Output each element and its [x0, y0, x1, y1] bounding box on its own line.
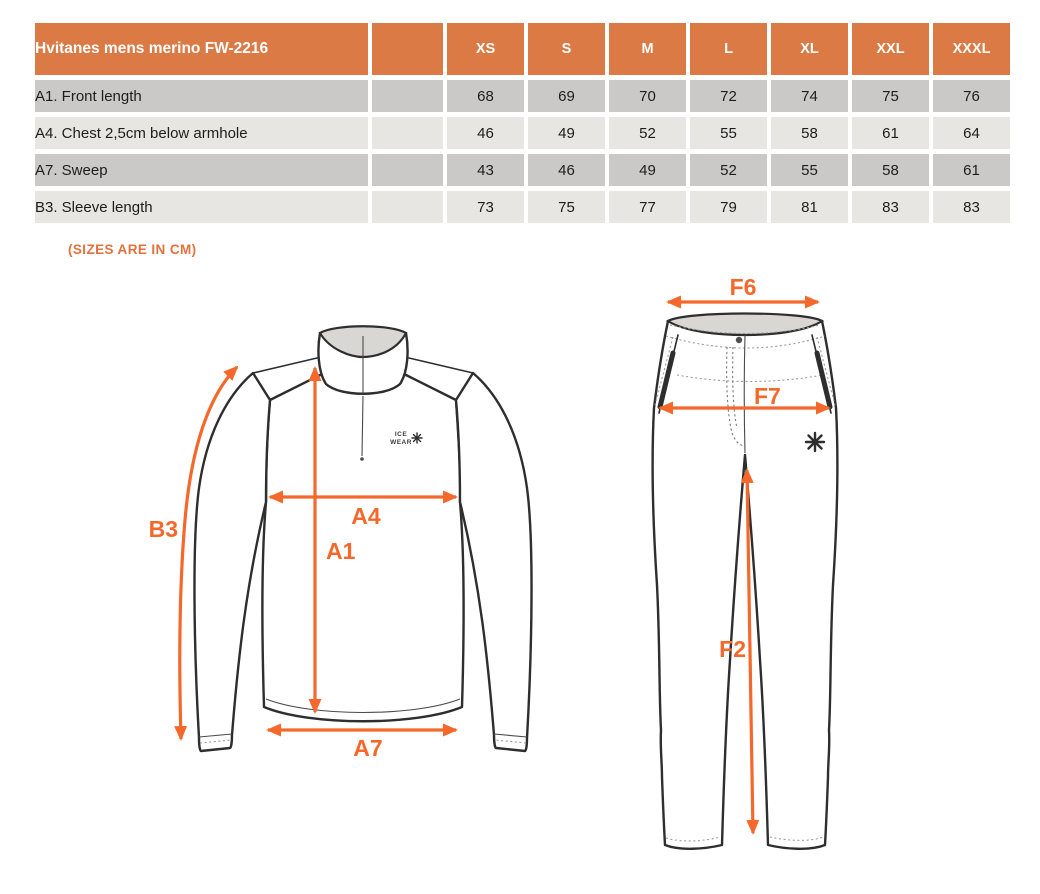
size-value: 70: [609, 80, 686, 112]
size-value: 55: [771, 154, 848, 186]
row-spacer: [372, 154, 443, 186]
measurement-label-f6: F6: [729, 275, 757, 300]
size-value: 81: [771, 191, 848, 223]
table-header-row: [35, 23, 1010, 75]
row-label: A7. Sweep: [35, 154, 368, 186]
row-label: A4. Chest 2,5cm below armhole: [35, 117, 368, 149]
waist-button: [736, 337, 742, 343]
size-value: 77: [609, 191, 686, 223]
snowflake-icon: [806, 433, 824, 451]
size-col-header-xs: XS: [447, 23, 524, 75]
row-spacer: [372, 191, 443, 223]
row-label: A1. Front length: [35, 80, 368, 112]
size-value: 79: [690, 191, 767, 223]
pants-measurement-diagram: [620, 275, 900, 885]
size-value: 74: [771, 80, 848, 112]
table-row: [35, 191, 1010, 223]
size-value: 52: [609, 117, 686, 149]
pants-body: [653, 321, 838, 849]
size-col-header-xl: XL: [771, 23, 848, 75]
shirt-measurement-diagram: [130, 290, 580, 790]
size-value: 68: [447, 80, 524, 112]
row-spacer: [372, 80, 443, 112]
size-value: 69: [528, 80, 605, 112]
table-title: Hvitanes mens merino FW-2216: [35, 23, 368, 75]
size-value: 43: [447, 154, 524, 186]
size-value: 49: [528, 117, 605, 149]
size-table: [31, 18, 1014, 228]
measurement-label-a7: A7: [353, 735, 383, 761]
table-row: [35, 154, 1010, 186]
measurement-label-b3: B3: [148, 516, 178, 542]
size-value: 55: [690, 117, 767, 149]
size-value: 75: [852, 80, 929, 112]
size-col-header-s: S: [528, 23, 605, 75]
size-value: 61: [852, 117, 929, 149]
logo-text-line1: ICE: [394, 431, 408, 438]
size-col-header-xxl: XXL: [852, 23, 929, 75]
size-value: 64: [933, 117, 1010, 149]
size-value: 52: [690, 154, 767, 186]
shirt-right-sleeve: [456, 373, 532, 751]
table-row: [35, 80, 1010, 112]
measurement-label-a4: A4: [351, 503, 381, 529]
measurement-label-f7: F7: [754, 383, 781, 409]
size-value: 73: [447, 191, 524, 223]
size-col-header-m: M: [609, 23, 686, 75]
size-col-header-l: L: [690, 23, 767, 75]
size-value: 75: [528, 191, 605, 223]
row-label: B3. Sleeve length: [35, 191, 368, 223]
size-value: 83: [933, 191, 1010, 223]
size-value: 49: [609, 154, 686, 186]
size-col-header-xxxl: XXXL: [933, 23, 1010, 75]
snowflake-icon: [412, 433, 422, 443]
table-row: [35, 117, 1010, 149]
size-value: 61: [933, 154, 1010, 186]
size-value: 83: [852, 191, 929, 223]
measurement-label-f2: F2: [719, 636, 746, 662]
sizes-unit-note: (SIZES ARE IN CM): [68, 242, 197, 257]
size-value: 58: [852, 154, 929, 186]
shirt-left-sleeve: [194, 373, 270, 751]
table-header-spacer: [372, 23, 443, 75]
zipper-pull: [360, 457, 364, 461]
row-spacer: [372, 117, 443, 149]
right-shoulder-seam: [409, 358, 473, 373]
size-value: 46: [528, 154, 605, 186]
left-shoulder-seam: [253, 358, 317, 373]
size-value: 72: [690, 80, 767, 112]
logo-text-line2: WEAR: [390, 439, 412, 446]
size-value: 76: [933, 80, 1010, 112]
size-value: 58: [771, 117, 848, 149]
size-value: 46: [447, 117, 524, 149]
measurement-label-a1: A1: [326, 538, 356, 564]
